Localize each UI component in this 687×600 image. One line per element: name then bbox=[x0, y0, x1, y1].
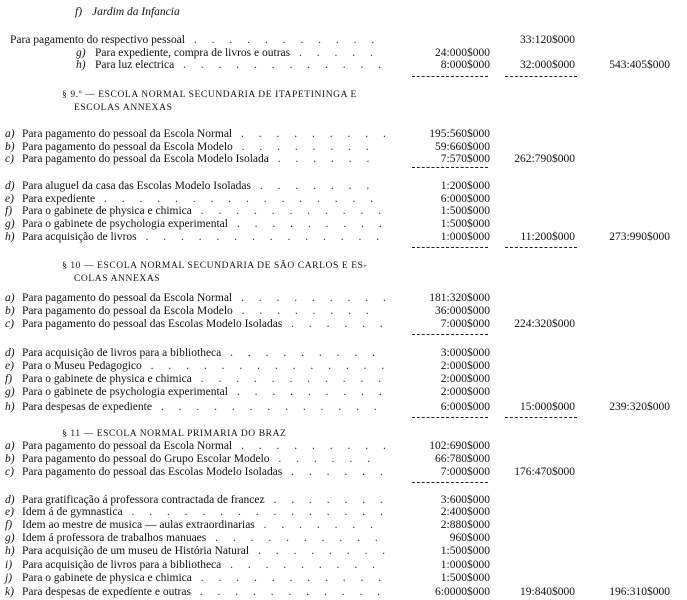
dashed-separator bbox=[412, 167, 488, 168]
item-description: Idem á de gymnastica . . . . . . . . . . . . . . . bbox=[22, 506, 389, 518]
item-amount: 1:500$000 bbox=[440, 572, 490, 584]
leader-dots: . . . . . . . . . . . bbox=[191, 205, 388, 217]
item-amount: 59:660$000 bbox=[435, 141, 490, 153]
item-letter: e) bbox=[5, 193, 14, 205]
item-description: Para pagamento do pessoal do Grupo Escolar Modelo . . . . . . bbox=[22, 453, 377, 465]
leader-dots: . . . . . . . . . . bbox=[206, 532, 384, 544]
item-letter: e) bbox=[5, 506, 14, 518]
dashed-separator bbox=[412, 247, 488, 248]
item-description: Para gratificação á professora contractada de francez . . . . . . . bbox=[22, 494, 389, 506]
item-amount: 2:000$000 bbox=[440, 360, 490, 372]
section-heading-continued: ESCOLAS ANNEXAS bbox=[74, 103, 173, 113]
item-description: Idem á professora de trabalhos manuaes . . . . . . . . . . bbox=[22, 532, 384, 544]
item-amount: 8:000$000 bbox=[440, 59, 490, 71]
item-subtotal: 32:000$000 bbox=[520, 59, 575, 71]
item-letter: b) bbox=[5, 141, 15, 153]
leader-dots: . . . . . . . . . . . . . bbox=[151, 401, 383, 413]
item-amount: 7:570$000 bbox=[440, 153, 490, 165]
item-description: Para despesas de expediente e outras . . . . . . . . . . . bbox=[22, 586, 387, 598]
item-letter: b) bbox=[5, 453, 15, 465]
item-description: Para pagamento do respectivo pessoal . . . . . . . . . . . bbox=[10, 34, 381, 46]
item-letter: c) bbox=[5, 466, 14, 478]
section-heading: § 10 — ESCOLA NORMAL SECUNDARIA DE SÃO CARLOS E ES- bbox=[62, 261, 368, 271]
item-amount: 6:0000$000 bbox=[435, 586, 490, 598]
item-letter: b) bbox=[5, 305, 15, 317]
leader-dots: . . . . . . . . . . . bbox=[190, 586, 387, 598]
leader-dots: . . . . . . . . . bbox=[227, 218, 388, 230]
item-description: Para o Museu Pedagogico . . . . . . . . . . . . . . bbox=[22, 360, 391, 372]
item-description: Idem ao mestre de musica — aulas extraordinarias . . . . . . . bbox=[22, 519, 380, 531]
item-letter: g) bbox=[5, 218, 15, 230]
leader-dots: . . . . . . . bbox=[250, 180, 376, 192]
dashed-separator bbox=[505, 247, 577, 248]
subsection-letter: f) bbox=[75, 6, 83, 18]
section-heading: § 9.º — ESCOLA NORMAL SECUNDARIA DE ITAPETININGA E bbox=[62, 90, 357, 100]
item-description: Para despesas de expediente . . . . . . . . . . . . . bbox=[22, 401, 383, 413]
leader-dots: . . . . . . . . bbox=[232, 141, 375, 153]
item-letter: g) bbox=[5, 386, 15, 398]
item-letter: j) bbox=[5, 572, 13, 584]
item-amount: 195:560$000 bbox=[429, 128, 490, 140]
item-description: Para expediente . . . . . . . . . . . . . . . . bbox=[22, 193, 380, 205]
leader-dots: . . . . . bbox=[290, 47, 379, 59]
item-subtotal: 19:840$000 bbox=[520, 586, 575, 598]
leader-dots: . . . . . . . . . . . bbox=[191, 572, 388, 584]
section-heading: § 11 — ESCOLA NORMAL PRIMARIA DO BRAZ bbox=[62, 429, 287, 439]
dashed-separator bbox=[412, 417, 488, 418]
leader-dots: . . . . . . bbox=[268, 153, 376, 165]
item-letter: c) bbox=[5, 153, 14, 165]
item-description: Para expediente, compra de livros e outras . . . . . bbox=[95, 47, 379, 59]
leader-dots: . . . . . . . . . bbox=[232, 440, 392, 452]
item-amount: 6:000$000 bbox=[440, 401, 490, 413]
item-description: Para o gabinete de physica e chimica . . . . . . . . . . . bbox=[22, 572, 388, 584]
leader-dots: . . . . . . . . . . . . . . bbox=[141, 360, 391, 372]
item-letter: g) bbox=[76, 47, 86, 59]
item-amount: 1:500$000 bbox=[440, 205, 490, 217]
leader-dots: . . . . . . . . bbox=[232, 305, 375, 317]
item-description: Para o gabinete de physica e chimica . . . . . . . . . . . bbox=[22, 205, 388, 217]
leader-dots: . . . . . . . bbox=[254, 519, 380, 531]
section-heading-continued: COLAS ANNEXAS bbox=[74, 274, 161, 284]
leader-dots: . . . . . . . . . bbox=[227, 386, 388, 398]
item-description: Para aluguel da casa das Escolas Modelo Isoladas . . . . . . . bbox=[22, 180, 376, 192]
item-description: Para pagamento do pessoal da Escola Normal . . . . . . . . . bbox=[22, 440, 392, 452]
leader-dots: . . . . . . . . . . . . . . . bbox=[122, 506, 389, 518]
item-description: Para luz electrica . . . . . . . . . . . . bbox=[95, 59, 388, 71]
leader-dots: . . . . . . . . . bbox=[221, 559, 382, 571]
item-letter: a) bbox=[5, 440, 15, 452]
item-letter: h) bbox=[5, 401, 15, 413]
item-description: Para acquisição de um museu de História Natural . . . . . . . . bbox=[22, 545, 392, 557]
section-total: 273:990$000 bbox=[609, 231, 670, 243]
item-description: Para pagamento do pessoal das Escolas Modelo Isoladas . . . . . . bbox=[22, 466, 389, 478]
item-amount: 24:000$000 bbox=[435, 47, 490, 59]
dashed-separator bbox=[412, 76, 488, 77]
item-amount: 36:000$000 bbox=[435, 305, 490, 317]
item-amount: 7:000$000 bbox=[440, 318, 490, 330]
item-letter: h) bbox=[5, 545, 15, 557]
leader-dots: . . . . . . . . . . . bbox=[185, 34, 381, 46]
item-letter: f) bbox=[5, 373, 13, 385]
leader-dots: . . . . . . . . . . . . bbox=[174, 59, 388, 71]
item-description: Para pagamento do pessoal da Escola Normal . . . . . . . . . bbox=[22, 128, 392, 140]
item-letter: c) bbox=[5, 318, 14, 330]
section-total: 543:405$000 bbox=[609, 59, 670, 71]
leader-dots: . . . . . . . . bbox=[249, 545, 392, 557]
item-subtotal: 15:000$000 bbox=[520, 401, 575, 413]
item-amount: 1:000$000 bbox=[440, 559, 490, 571]
dashed-separator bbox=[412, 482, 488, 483]
item-amount: 66:780$000 bbox=[435, 453, 490, 465]
leader-dots: . . . . . . bbox=[269, 453, 377, 465]
leader-dots: . . . . . . . . . bbox=[232, 292, 392, 304]
item-letter: a) bbox=[5, 292, 15, 304]
leader-dots: . . . . . . . bbox=[264, 494, 389, 506]
item-subtotal: 262:790$000 bbox=[514, 153, 575, 165]
item-amount: 1:200$000 bbox=[440, 180, 490, 192]
section-total: 239:320$000 bbox=[609, 401, 670, 413]
leader-dots: . . . . . . . . . bbox=[232, 128, 392, 140]
item-amount: 102:690$000 bbox=[429, 440, 490, 452]
dashed-separator bbox=[412, 334, 488, 335]
item-letter: g) bbox=[5, 532, 15, 544]
item-letter: h) bbox=[5, 231, 15, 243]
section-total: 196:310$000 bbox=[609, 586, 670, 598]
leader-dots: . . . . . . . . . bbox=[221, 347, 382, 359]
item-letter: f) bbox=[5, 519, 13, 531]
item-amount: 2:880$000 bbox=[440, 519, 490, 531]
item-amount: 1:000$000 bbox=[440, 231, 490, 243]
item-letter: a) bbox=[5, 128, 15, 140]
item-letter: h) bbox=[76, 59, 86, 71]
item-letter: e) bbox=[5, 360, 14, 372]
item-description: Para pagamento do pessoal da Escola Normal . . . . . . . . . bbox=[22, 292, 392, 304]
dashed-separator bbox=[505, 417, 577, 418]
item-amount: 2:000$000 bbox=[440, 386, 490, 398]
item-letter: d) bbox=[5, 347, 15, 359]
item-letter: i) bbox=[5, 559, 13, 571]
item-amount: 3:000$000 bbox=[440, 347, 490, 359]
item-amount: 6:000$000 bbox=[440, 193, 490, 205]
leader-dots: . . . . . . bbox=[282, 466, 389, 478]
item-description: Para o gabinete de psychologia experimental . . . . . . . . . bbox=[22, 218, 388, 230]
leader-dots: . . . . . . . . . . . bbox=[191, 373, 388, 385]
leader-dots: . . . . . . bbox=[282, 318, 389, 330]
item-letter: f) bbox=[5, 205, 13, 217]
leader-dots: . . . . . . . . . . . . . . . . bbox=[95, 193, 380, 205]
item-letter: d) bbox=[5, 494, 15, 506]
leader-dots: . . . . . . . . . . . . . . bbox=[136, 231, 386, 243]
item-amount: 181:320$000 bbox=[429, 292, 490, 304]
item-amount: 2:400$000 bbox=[440, 506, 490, 518]
item-amount: 960$000 bbox=[449, 532, 490, 544]
item-amount: 3:600$000 bbox=[440, 494, 490, 506]
item-description: Para acquisição de livros . . . . . . . . . . . . . . bbox=[22, 231, 386, 243]
item-amount: 1:500$000 bbox=[440, 218, 490, 230]
item-description: Para pagamento do pessoal das Escolas Modelo Isoladas . . . . . . bbox=[22, 318, 389, 330]
item-description: Para acquisição de livros para a bibliotheca . . . . . . . . . bbox=[22, 347, 382, 359]
item-subtotal: 33:120$000 bbox=[520, 34, 575, 46]
item-subtotal: 11:200$000 bbox=[520, 231, 575, 243]
item-amount: 7:000$000 bbox=[440, 466, 490, 478]
dashed-separator bbox=[505, 76, 577, 77]
item-amount: 2:000$000 bbox=[440, 373, 490, 385]
item-letter: k) bbox=[5, 586, 14, 598]
subsection-title: Jardim da Infancia bbox=[92, 6, 180, 18]
item-description: Para pagamento do pessoal da Escola Modelo Isolada . . . . . . bbox=[22, 153, 376, 165]
item-amount: 1:500$000 bbox=[440, 545, 490, 557]
item-description: Para pagamento do pessoal da Escola Modelo . . . . . . . . bbox=[22, 305, 375, 317]
item-subtotal: 176:470$000 bbox=[514, 466, 575, 478]
item-letter: d) bbox=[5, 180, 15, 192]
item-description: Para pagamento do pessoal da Escola Modelo . . . . . . . . bbox=[22, 141, 375, 153]
item-description: Para o gabinete de physica e chimica . . . . . . . . . . . bbox=[22, 373, 388, 385]
item-description: Para o gabinete de psychologia experimental . . . . . . . . . bbox=[22, 386, 388, 398]
item-description: Para acquisição de livros para a bibliotheca . . . . . . . . . bbox=[22, 559, 382, 571]
item-subtotal: 224:320$000 bbox=[514, 318, 575, 330]
